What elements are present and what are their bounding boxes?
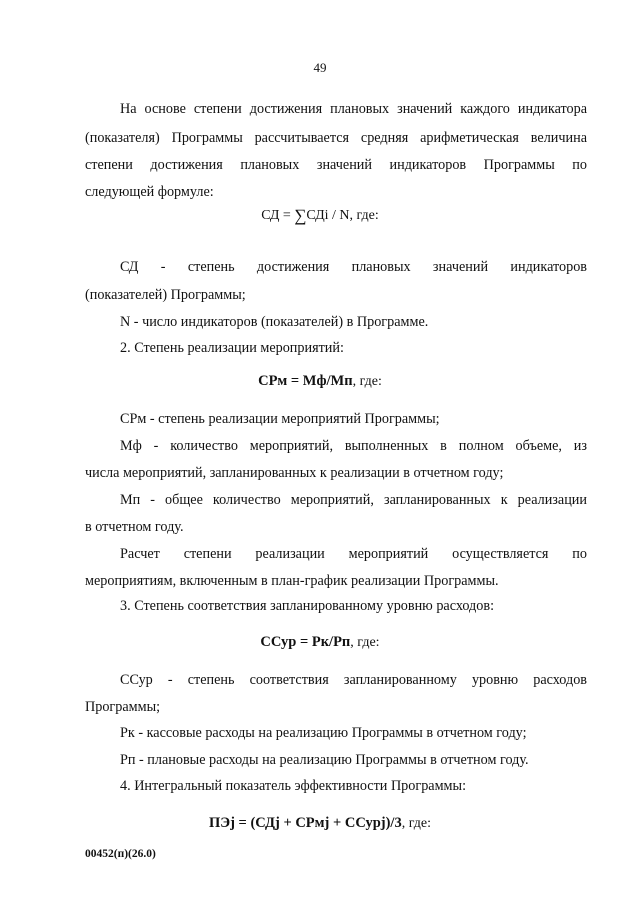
definition-line: Мп - общее количество мероприятий, запланированных к реализации — [120, 492, 587, 508]
definition-line: СД - степень достижения плановых значений индикаторов — [120, 259, 587, 275]
paragraph-line: Расчет степени реализации мероприятий осуществляется по — [120, 546, 587, 562]
formula-text: СДi / N, где: — [306, 208, 379, 223]
definition-line: Мф - количество мероприятий, выполненных в полном объеме, из — [120, 438, 587, 454]
definition-line: (показателей) Программы; — [85, 287, 246, 303]
definition-line: Рк - кассовые расходы на реализацию Программы в отчетном году; — [120, 725, 527, 741]
formula-main: ПЭj = (СДj + СРмj + ССурj)/3 — [208, 815, 402, 831]
section-heading: 4. Интегральный показатель эффективности Программы: — [120, 778, 467, 794]
paragraph-line: степени достижения плановых значений индикаторов Программы по — [85, 157, 587, 173]
footer-code: 00452(п)(26.0) — [85, 848, 156, 860]
definition-line: в отчетном году. — [85, 519, 184, 535]
definition-line: числа мероприятий, запланированных к реализации в отчетном году; — [85, 465, 504, 481]
definition-line: СРм - степень реализации мероприятий Программы; — [120, 411, 440, 427]
paragraph-line: (показателя) Программы рассчитывается средняя арифметическая величина — [85, 130, 587, 146]
definition-line: N - число индикаторов (показателей) в Программе. — [120, 314, 429, 330]
formula-pe — [0, 815, 640, 832]
formula-srm — [0, 373, 640, 390]
formula-sd — [0, 206, 640, 226]
formula-main: СРм = Мф/Мп — [258, 373, 353, 389]
definition-line: ССур - степень соответствия запланированному уровню расходов — [120, 672, 587, 688]
paragraph-line: следующей формуле: — [85, 184, 214, 200]
formula-tail: , где: — [401, 816, 431, 831]
paragraph-line: мероприятиям, включенным в план-график реализации Программы. — [85, 573, 499, 589]
formula-ssur — [0, 634, 640, 651]
sum-symbol: ∑ — [294, 206, 307, 225]
formula-tail: , где: — [352, 374, 382, 389]
section-heading: 2. Степень реализации мероприятий: — [120, 340, 344, 356]
formula-main: ССур = Рк/Рп — [260, 634, 351, 650]
section-heading: 3. Степень соответствия запланированному уровню расходов: — [120, 598, 495, 614]
paragraph-line: На основе степени достижения плановых значений каждого индикатора — [120, 101, 587, 117]
definition-line: Рп - плановые расходы на реализацию Программы в отчетном году. — [120, 752, 529, 768]
page-number: 49 — [313, 60, 327, 75]
formula-text: СД = — [261, 208, 295, 223]
formula-tail: , где: — [350, 635, 380, 650]
definition-line: Программы; — [85, 699, 161, 715]
